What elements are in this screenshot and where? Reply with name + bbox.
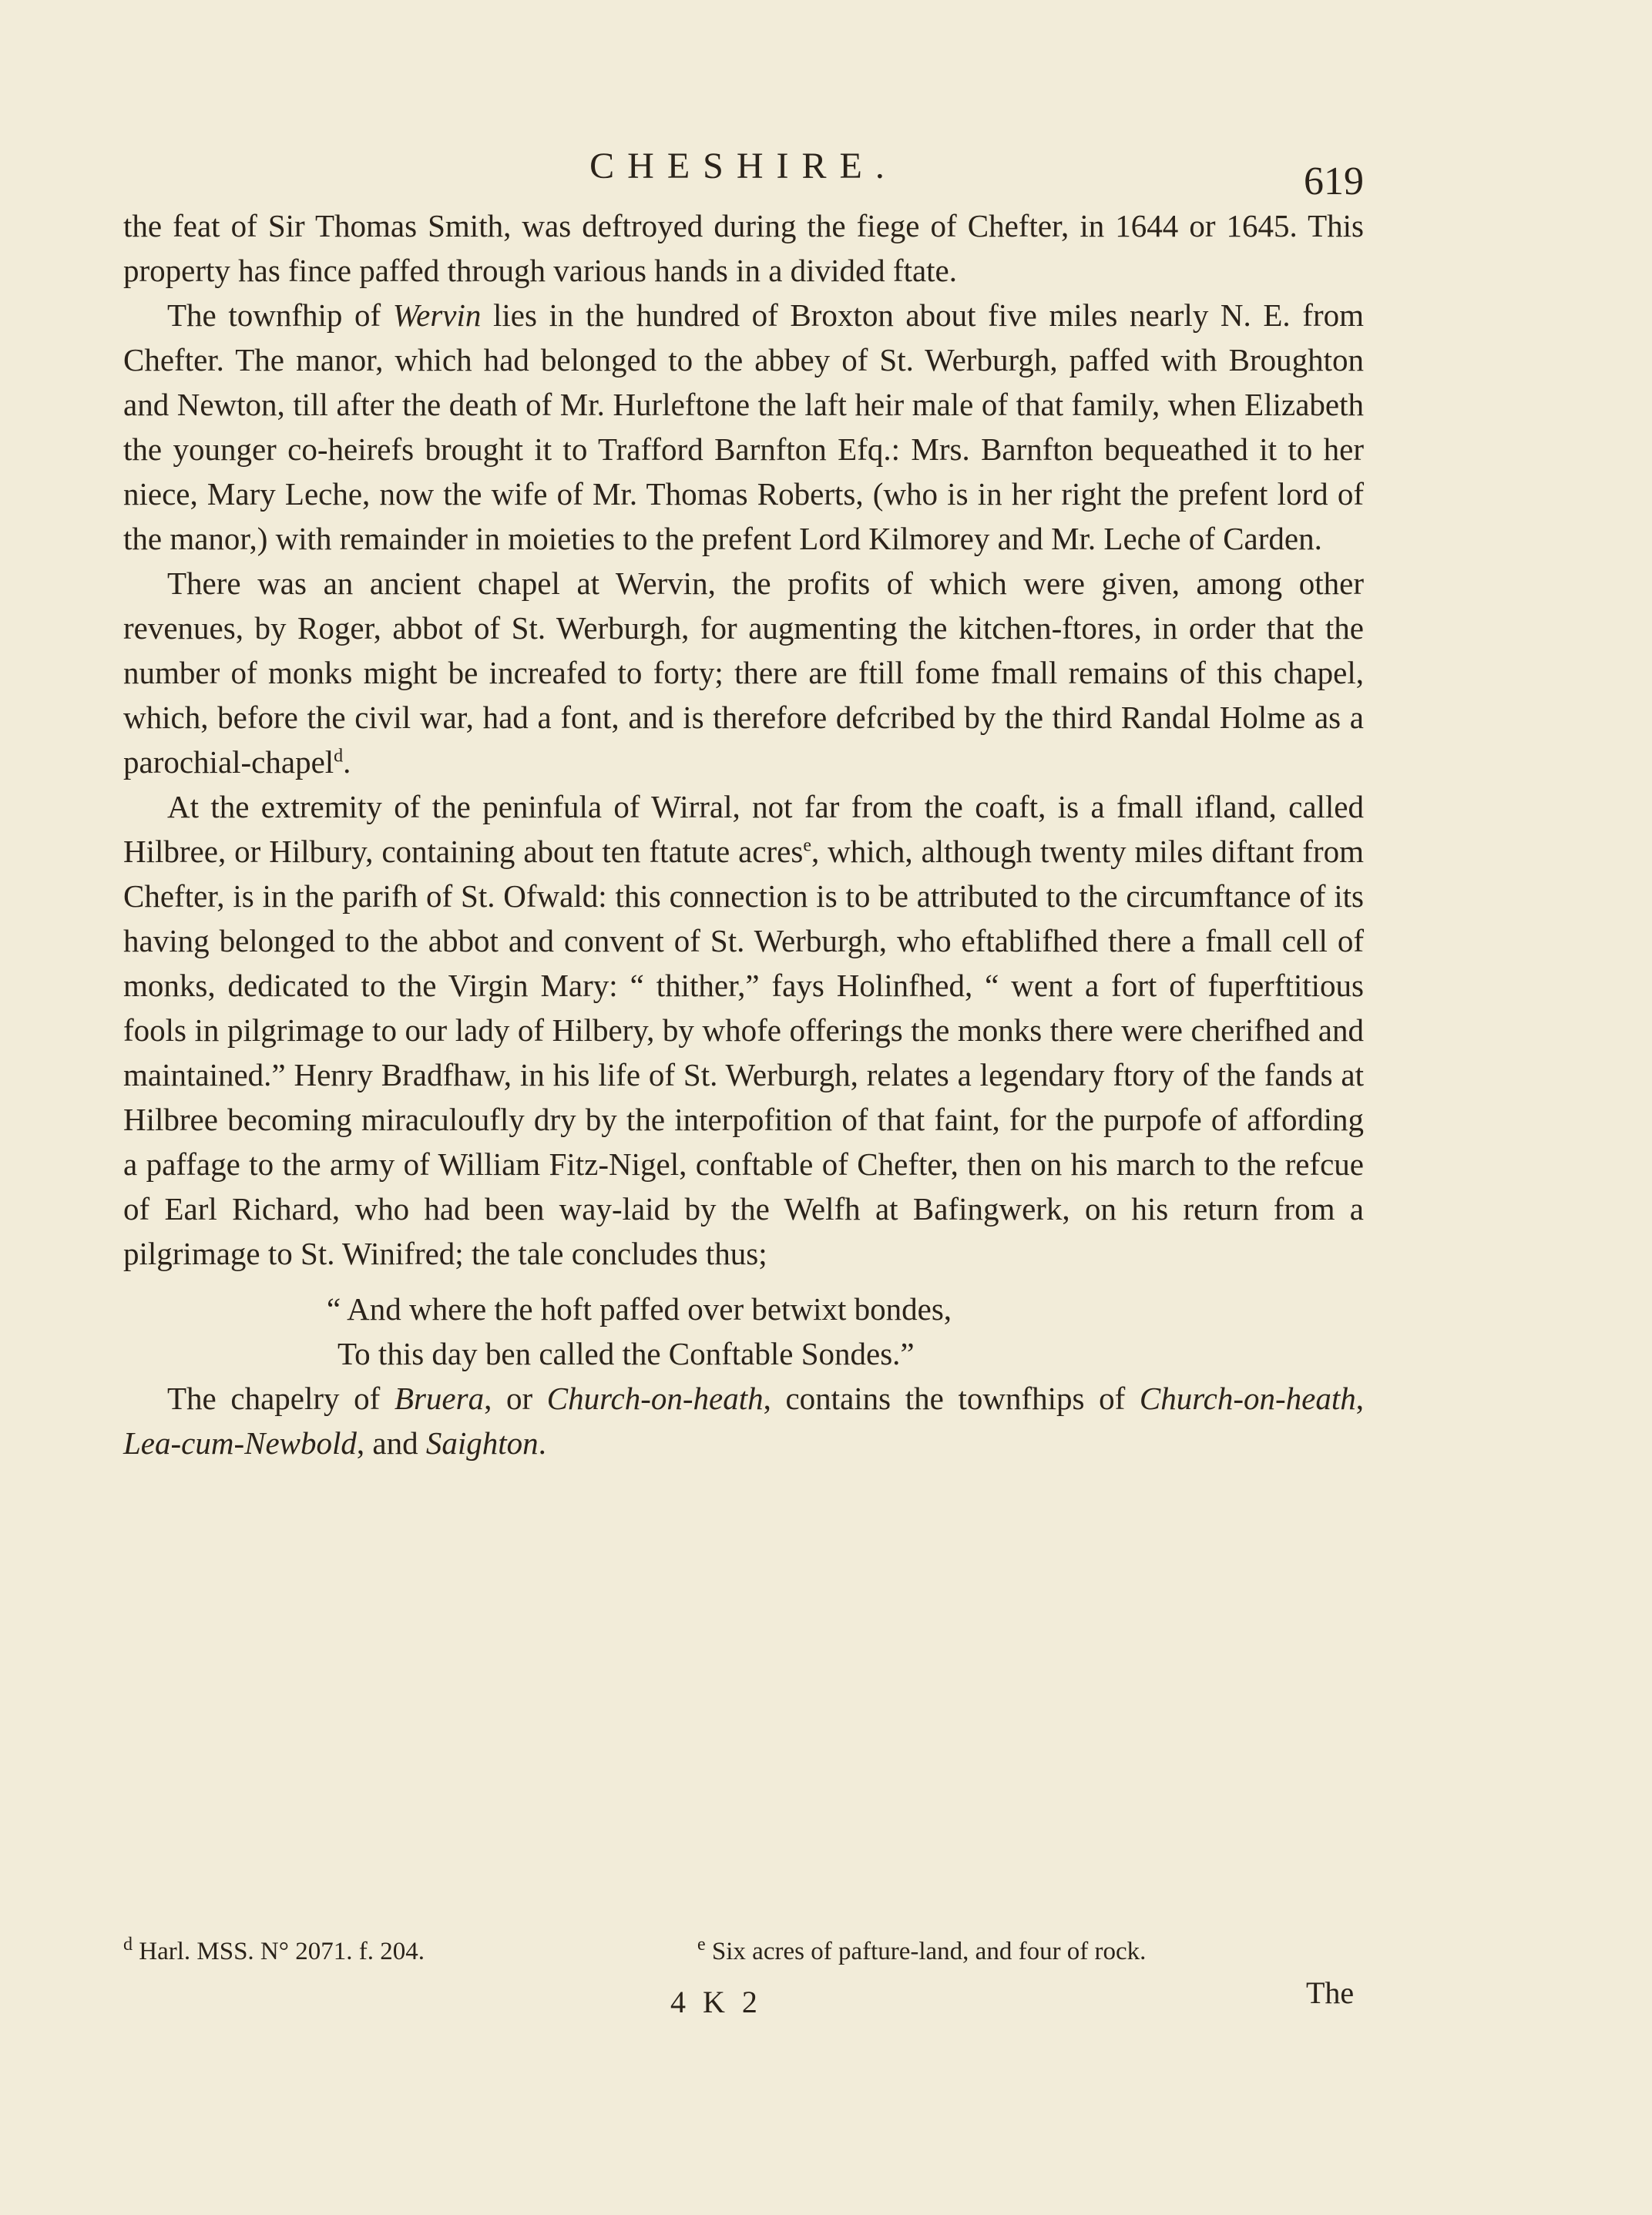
paragraph-2 (123, 293, 1364, 561)
place-name: Saighton (425, 1425, 539, 1461)
paragraph-4 (123, 784, 1364, 1276)
place-name: Church-on-heath (1139, 1381, 1356, 1416)
paragraph-5-text: , and (356, 1425, 426, 1461)
page-number: 619 (1304, 159, 1364, 203)
footnotes (123, 1935, 1364, 1984)
paragraph-3-text: There was an ancient chapel at Wervin, the profits of which were given, among other revenues, by Roger, abbot of St. Werburgh, for augmenting the kitchen-ftores, in order that the number of monks might be increafed to forty; there are ftill fome fmall remains of this chapel, which, before the civil war, had a font, and is therefore defcribed by the third Randal Holme as a parochial-chapel (123, 565, 1364, 780)
paragraph-4-text: , which, although twenty miles diftant from Chefter, is in the parifh of St. Ofwald: this connection is to be attributed to the circumftance of its having belonged to the abbot and convent of St. Werburgh, who eftablifhed there a fmall cell of monks, dedicated to the Virgin Mary: “ thither,” fays Holinfhed, “ went a fort of fuperftitious fools in pilgrimage to our lady of Hilbery, by whofe offerings the monks there were cherifhed and maintained.” Henry Bradfhaw, in his life of St. Werburgh, relates a legendary ftory of the fands at Hilbree becoming miraculoufly dry by the interpofition of that faint, for the purpofe of affording a paffage to the army of William Fitz-Nigel, conftable of Chefter, then on his march to the refcue of Earl Richard, who had been way-laid by the Welfh at Bafingwerk, on his return from a pilgrimage to St. Winifred; the tale concludes thus; (123, 834, 1364, 1271)
verse-quote (327, 1287, 1364, 1376)
place-name: Wervin (392, 297, 482, 333)
footnote-ref-e: e (803, 835, 811, 856)
paragraph-5-text: . (538, 1425, 546, 1461)
footnote-d (123, 1935, 425, 1966)
paragraph-5-text: The chapelry of (167, 1381, 395, 1416)
paragraph-1: the feat of Sir Thomas Smith, was deftroyed during the fiege of Chefter, in 1644 or 1645. This property has fince paffed through various hands in a divided ftate. (123, 208, 1364, 288)
paragraph-4-text: At the extremity of the peninfula of Wirral, not far from the coaft, is a fmall ifland, called Hilbree, or Hilbury, containing about ten ftatute acres (123, 789, 1364, 869)
place-name: Church-on-heath (546, 1381, 764, 1416)
footnote-text: Six acres of pafture-land, and four of rock. (705, 1938, 1147, 1965)
place-name: Bruera (394, 1381, 485, 1416)
catchword: The (1306, 1975, 1355, 2010)
paragraph-3 (123, 561, 1364, 784)
page-header (123, 139, 1364, 203)
footnote-e (697, 1935, 1147, 1966)
verse-line: To this day ben called the Conftable Sondes.” (337, 1336, 915, 1371)
paragraph-3-text: . (343, 744, 351, 780)
footnote-ref-d: d (334, 746, 344, 767)
paragraph-2-text: lies in the hundred of Broxton about five miles nearly N. E. from Chefter. The manor, which had belonged to the abbey of St. Werburgh, paffed with Broughton and Newton, till after the death of Mr. Hurleftone the laft heir male of that family, when Elizabeth the younger co-heirefs brought it to Trafford Barnfton Efq.: Mrs. Barnfton bequeathed it to her niece, Mary Leche, now the wife of Mr. Thomas Roberts, (who is in her right the prefent lord of the manor,) with remainder in moieties to the prefent Lord Kilmorey and Mr. Leche of Carden. (123, 297, 1364, 556)
footnote-mark: d (123, 1935, 133, 1955)
running-head: CHESHIRE. (589, 146, 898, 186)
place-name: Lea-cum-Newbold (123, 1425, 357, 1461)
body-text (123, 203, 1364, 1465)
paragraph-5-text: , (1355, 1381, 1364, 1416)
paragraph-5-text: , or (484, 1381, 547, 1416)
verse-line: “ And where the hoft paffed over betwixt bondes, (327, 1291, 952, 1327)
paragraph-5-text: , contains the townfhips of (763, 1381, 1140, 1416)
signature-mark: 4 K 2 (670, 1985, 762, 2019)
paragraph-2-text: The townfhip of (167, 297, 393, 333)
footnote-text: Harl. MSS. N° 2071. f. 204. (133, 1938, 425, 1965)
paragraph-5 (123, 1376, 1364, 1465)
footnote-mark: e (697, 1935, 706, 1955)
